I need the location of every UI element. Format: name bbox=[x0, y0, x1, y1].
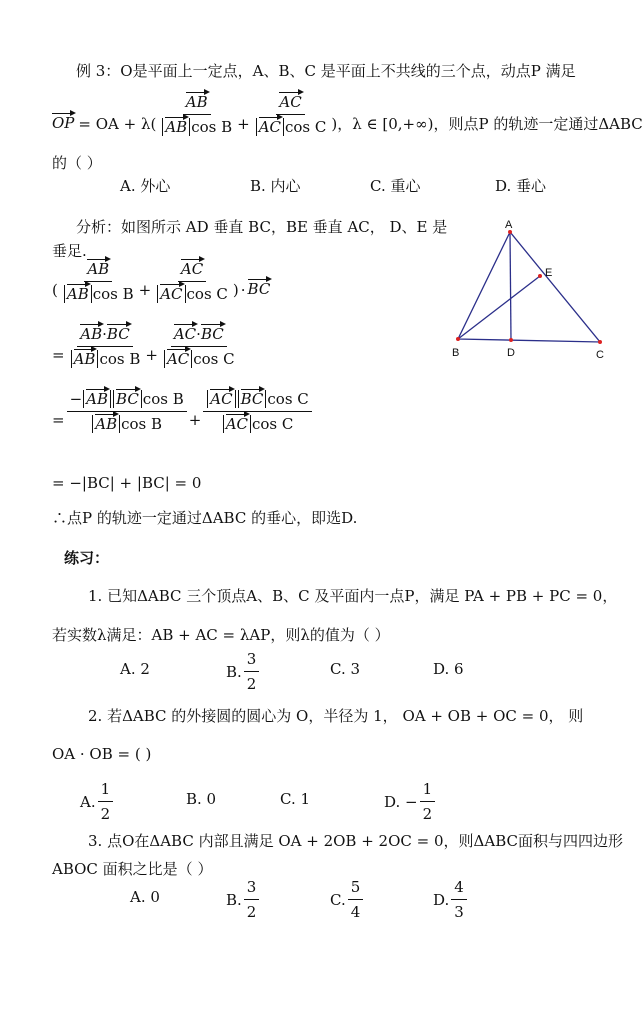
option-b: B. 内心 bbox=[250, 177, 301, 195]
analysis-line2: 垂足. bbox=[52, 242, 87, 260]
q2-line1: 2. 若ΔABC 的外接圆的圆心为 O，半径为 1， OA + OB + OC = 0， 则 bbox=[88, 707, 584, 725]
q2-line2: OA · OB = ( ) bbox=[52, 745, 152, 763]
q3-line2: ABOC 面积之比是（ ） bbox=[52, 860, 213, 878]
label-d: D bbox=[507, 347, 515, 359]
q1-option-c: C. 3 bbox=[330, 660, 361, 678]
q1-option-b: B. $\frac{3}{2}$ bbox=[226, 650, 261, 693]
eq-tail: )，λ ∈ [0,+∞)，则点P 的轨迹一定通过ΔABC bbox=[331, 115, 643, 133]
q2-option-b: B. 0 bbox=[186, 790, 217, 808]
cos-b: cos B bbox=[191, 118, 233, 136]
practice-title: 练习： bbox=[64, 549, 110, 567]
q1-line1: 1. 已知ΔABC 三个顶点A、B、C 及平面内一点P，满足 PA + PB + PC = 0， bbox=[88, 587, 618, 605]
vec-ab-den: AB bbox=[165, 118, 188, 136]
example-line3: 的（ ） bbox=[52, 154, 102, 172]
q2-option-a: A. $\frac{1}{2}$ bbox=[80, 780, 115, 823]
point-e bbox=[538, 274, 542, 278]
vec-op: OP bbox=[52, 114, 75, 132]
point-d bbox=[509, 338, 513, 342]
option-d: D. 垂心 bbox=[495, 177, 547, 195]
q3-option-d: D. $\frac{4}{3}$ bbox=[433, 878, 469, 921]
vec-ac-num: AC bbox=[279, 93, 302, 111]
triangle-figure bbox=[440, 218, 625, 366]
label-b: B bbox=[452, 347, 460, 359]
analysis-line1: 分析：如图所示 AD 垂直 BC，BE 垂直 AC， D、E 是 bbox=[76, 218, 448, 236]
q3-option-b: B. $\frac{3}{2}$ bbox=[226, 878, 261, 921]
label-a: A bbox=[505, 219, 513, 231]
q3-option-c: C. $\frac{5}{4}$ bbox=[330, 878, 365, 921]
analysis-step3: = $\frac{\text{− AB BC cos B}}{\text{AB cos B}}$ + $\frac{\text{AC BC cos C}}{\text{AC cos C}}$ bbox=[52, 390, 314, 433]
vec-ac-den: AC bbox=[258, 118, 281, 136]
q3-option-a: A. 0 bbox=[130, 888, 160, 906]
label-c: C bbox=[596, 349, 604, 361]
eq-mid: = OA + λ( bbox=[78, 114, 157, 133]
point-c bbox=[598, 340, 602, 344]
point-b bbox=[456, 337, 460, 341]
q1-line2: 若实数λ满足：AB + AC = λAP，则λ的值为（ ） bbox=[52, 626, 390, 644]
q3-line1: 3. 点O在ΔABC 内部且满足 OA + 2OB + 2OC = 0，则ΔABC面积与四四边形 bbox=[88, 832, 623, 850]
altitude-be bbox=[458, 276, 540, 339]
option-a: A. 外心 bbox=[120, 177, 171, 195]
analysis-step4: = −|BC| + |BC| = 0 bbox=[52, 474, 202, 492]
q2-option-d: D. − $\frac{1}{2}$ bbox=[384, 780, 437, 823]
example-line1: 例 3：O是平面上一定点，A、B、C 是平面上不共线的三个点，动点P 满足 bbox=[76, 62, 576, 80]
q2-option-c: C. 1 bbox=[280, 790, 311, 808]
fraction-ac bbox=[252, 93, 330, 136]
analysis-step2: = $\frac{AB\cdot BC}{\text{AB cos B}}$ + $\frac{AC\cdot BC}{\text{AC cos C}}$ bbox=[52, 325, 235, 368]
option-c: C. 重心 bbox=[370, 177, 421, 195]
cos-c: cos C bbox=[285, 118, 327, 136]
vec-ab-num: AB bbox=[185, 93, 208, 111]
altitude-ad bbox=[510, 232, 511, 340]
triangle-abc bbox=[458, 232, 600, 342]
q1-option-a: A. 2 bbox=[120, 660, 150, 678]
example-equation: OP = OA + λ( $\frac{AB}{\text{AB cos B}}$ + $\frac{AC}{\text{AC cos C}}$ )，λ ∈ [0,+∞)，则点P 的轨迹一定通过ΔABC bbox=[52, 93, 643, 136]
q1-option-d: D. 6 bbox=[433, 660, 464, 678]
label-e: E bbox=[545, 267, 553, 279]
fraction-ab bbox=[158, 93, 235, 136]
analysis-step1: ( $\frac{AB}{\text{AB cos B}}$ + $\frac{AC}{\text{AC cos C}}$ ) · BC bbox=[52, 260, 271, 303]
analysis-conclusion: ∴点P 的轨迹一定通过ΔABC 的垂心，即选D. bbox=[52, 509, 358, 527]
